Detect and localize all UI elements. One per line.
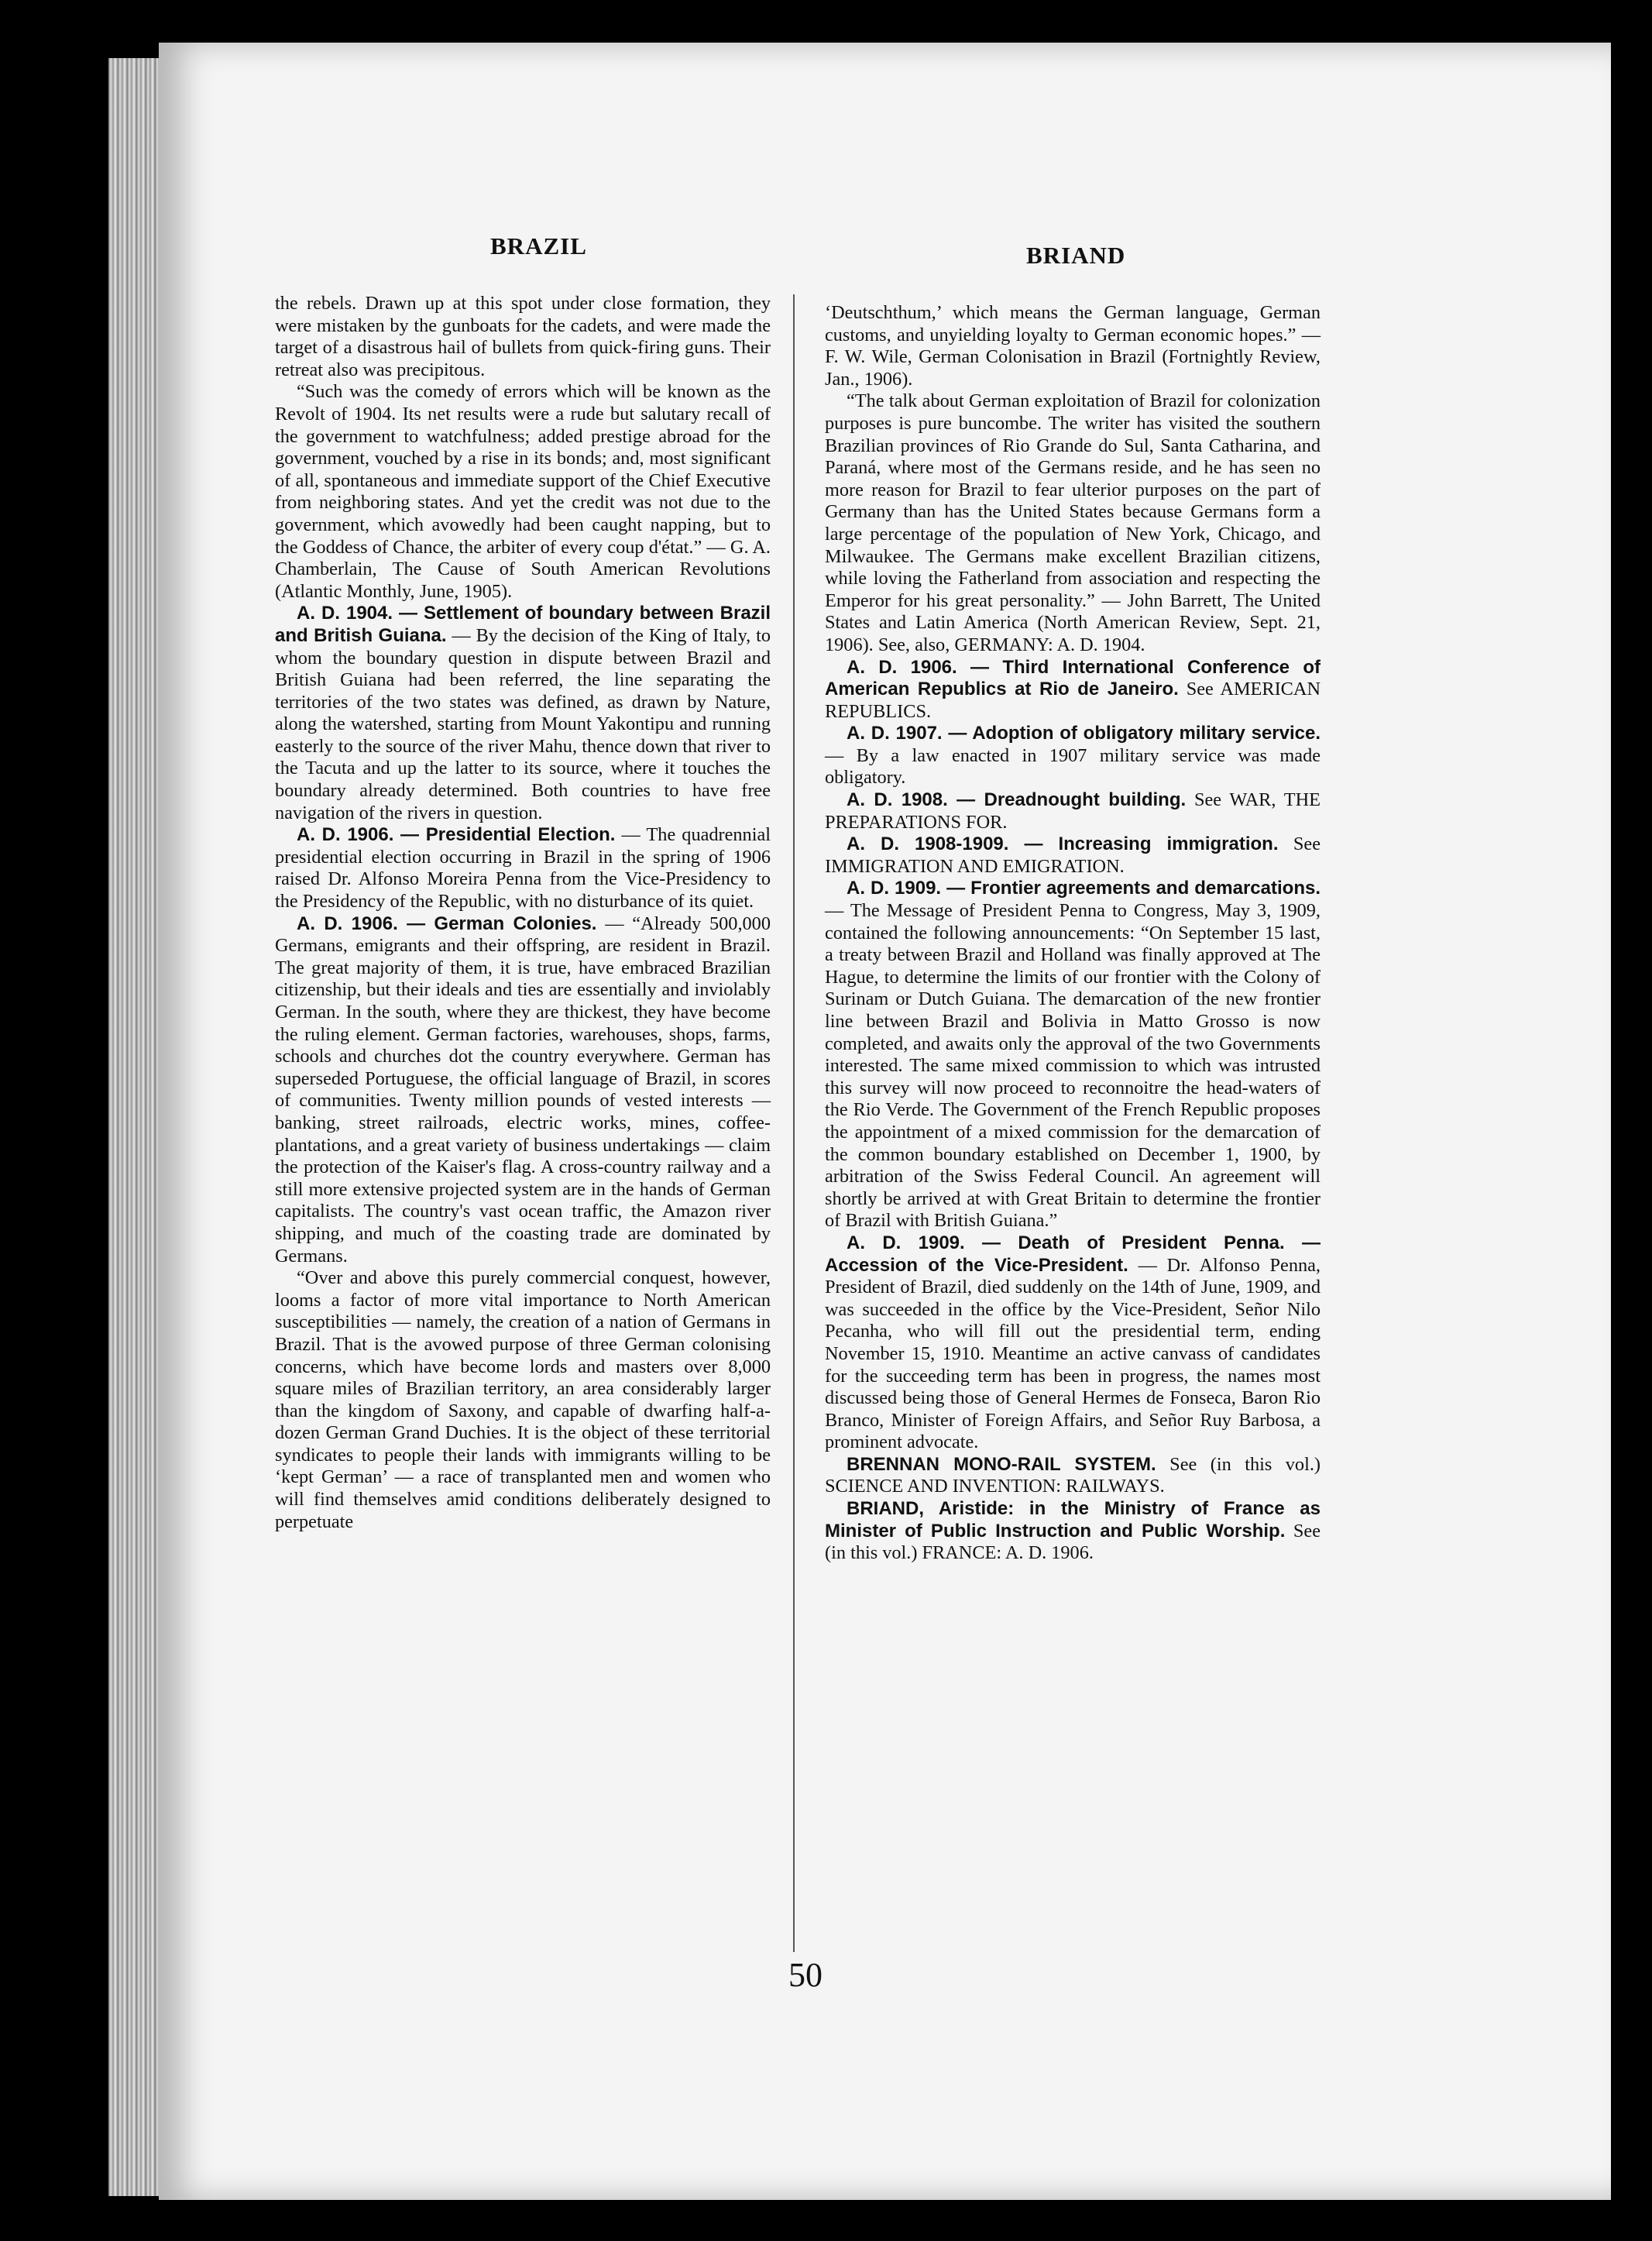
paragraph bbox=[825, 302, 1321, 390]
paragraph-text: “Such was the comedy of errors which will be known as the Revolt of 1904. Its net results were a rude but salutary recall of the government to watchfulness; added prestige abroad for the government, vouched by a rise in its bonds; and, most significant of all, spontaneous and immediate support of the Chief Executive from neighboring states. And yet the credit was not due to the government, which avowedly had been caught napping, but to the Goddess of Chance, the arbiter of every coup d'état.” — G. A. Chamberlain, The Cause of South American Revolutions (Atlantic Monthly, June, 1905). bbox=[275, 381, 771, 602]
paragraph bbox=[825, 834, 1321, 878]
paragraph-text: See AMERICAN REPUBLICS. bbox=[825, 679, 1321, 722]
paragraph-text: — By the decision of the King of Italy, to whom the boundary question in dispute between Brazil and British Guiana had been referred, the line separating the territories of the two states was defined, as drawn by Nature, along the watershed, starting from Mount Yakontipu and running easterly to the source of the river Mahu, thence down that river to the Tacuta and up the latter to its source, where it touches the boundary already determined. Both countries to have free navigation of the rivers in question. bbox=[275, 624, 771, 823]
entry-heading: A. D. 1909. — Frontier agreements and demarcations. bbox=[847, 878, 1321, 899]
running-header-left: BRAZIL bbox=[490, 232, 587, 260]
paragraph-text: — Dr. Alfonso Penna, President of Brazil, died suddenly on the 14th of June, 1909, and was succeeded in the office by the Vice-President, Señor Nilo Pecanha, who will fill out the presidential term, ending November 15, 1910. Meantime an active canvass of candidates for the succeeding term has been in progress, the names most discussed being those of General Hermes de Fonseca, Baron Rio Branco, Minister of Foreign Affairs, and Señor Ruy Barbosa, a prominent advocate. bbox=[825, 1254, 1321, 1453]
entry-heading: A. D. 1908-1909. — Increasing immigration. bbox=[847, 834, 1279, 855]
paragraph bbox=[825, 1454, 1321, 1498]
paragraph-text: — By a law enacted in 1907 military service was made obligatory. bbox=[825, 744, 1321, 789]
paragraph-text: — “Already 500,000 Germans, emigrants and their offspring, are resident in Brazil. The great majority of them, it is true, have embraced Brazilian citizenship, but their ideals and ties are essentially and inviolably German. In the south, where they are thickest, they have become the ruling element. German factories, warehouses, shops, farms, schools and churches dot the country everywhere. German has superseded Portuguese, the official language of Brazil, in scores of communities. Twenty million pounds of vested interests — banking, street railroads, electric works, mines, coffee-plantations, and a great variety of business undertakings — claim the protection of the Kaiser's flag. A cross-country railway and a still more extensive projected system are in the hands of German capitalists. The country's vast ocean traffic, the Amazon river shipping, and much of the coasting trade are dominated by Germans. bbox=[275, 913, 771, 1267]
entry-heading: A. D. 1907. — Adoption of obligatory military service. bbox=[847, 723, 1321, 744]
paragraph bbox=[275, 603, 771, 824]
paragraph-text: ‘Deutschthum,’ which means the German language, German customs, and unyielding loyalty to German economic hopes.” — F. W. Wile, German Colonisation in Brazil (Fortnightly Review, Jan., 1906). bbox=[825, 302, 1321, 390]
paragraph-text: “Over and above this purely commercial conquest, however, looms a factor of more vital importance to North American susceptibilities — namely, the creation of a nation of Germans in Brazil. That is the avowed purpose of three German colonising concerns, which have become lords and masters over 8,000 square miles of Brazilian territory, an area considerably larger than the kingdom of Saxony, and capable of dwarfing half-a-dozen German Grand Duchies. It is the object of these territorial syndicates to people their lands with immigrants willing to be ‘kept German’ — a race of transplanted men and women who will find themselves amid conditions deliberately designed to perpetuate bbox=[275, 1267, 771, 1532]
paragraph bbox=[825, 723, 1321, 789]
paragraph bbox=[275, 824, 771, 913]
entry-heading: A. D. 1909. — Death of President Penna. — Accession of the Vice-President. bbox=[825, 1232, 1321, 1276]
paragraph bbox=[275, 293, 771, 381]
running-header-right: BRIAND bbox=[1026, 242, 1126, 269]
paragraph bbox=[825, 878, 1321, 1232]
entry-heading: A. D. 1906. — Third International Conference of American Republics at Rio de Janeiro. bbox=[825, 656, 1321, 700]
paragraph-text: See (in this vol.) FRANCE: A. D. 1906. bbox=[825, 1520, 1321, 1564]
page-number: 50 bbox=[788, 1956, 823, 1994]
entry-heading: BRENNAN MONO-RAIL SYSTEM. bbox=[847, 1453, 1156, 1475]
paragraph-text: See (in this vol.) SCIENCE AND INVENTION: RAILWAYS. bbox=[825, 1453, 1321, 1497]
left-column bbox=[275, 293, 771, 1533]
paragraph bbox=[825, 1498, 1321, 1565]
right-column bbox=[825, 302, 1321, 1565]
paragraph bbox=[275, 381, 771, 603]
paragraph-text: See WAR, THE PREPARATIONS FOR. bbox=[825, 789, 1321, 833]
entry-heading: A. D. 1906. — German Colonies. bbox=[297, 913, 597, 934]
entry-heading: A. D. 1904. — Settlement of boundary between Brazil and British Guiana. bbox=[275, 603, 771, 646]
paragraph-text: the rebels. Drawn up at this spot under close formation, they were mistaken by the gunboats for the cadets, and were made the target of a disastrous hail of bullets from quick-firing guns. Their retreat also was precipitous. bbox=[275, 293, 771, 380]
entry-heading: BRIAND, Aristide: in the Ministry of France as Minister of Public Instruction and Public Worship. bbox=[825, 1498, 1321, 1542]
paragraph bbox=[275, 913, 771, 1268]
column-divider bbox=[793, 294, 795, 1952]
paragraph bbox=[825, 657, 1321, 724]
paragraph-text: — The Message of President Penna to Congress, May 3, 1909, contained the following announcements: “On September 15 last, a treaty between Brazil and Holland was finally approved at The Hague, to determine the limits of our frontier with the Colony of Surinam or Dutch Guiana. The demarcation of the new frontier line between Brazil and Bolivia in Matto Grosso is now completed, and awaits only the approval of the two Governments interested. The same mixed commission to which was intrusted this survey will now proceed to reconnoitre the head-waters of the Rio Verde. The Government of the French Republic proposes the appointment of a mixed commission for the demarcation of the common boundary established on December 1, 1900, by arbitration of the Swiss Federal Council. An agreement will shortly be arrived at with Great Britain to determine the frontier of Brazil with British Guiana.” bbox=[825, 900, 1321, 1232]
paragraph bbox=[825, 789, 1321, 834]
paragraph-text: — The quadrennial presidential election occurring in Brazil in the spring of 1906 raised Dr. Alfonso Moreira Penna from the Vice-Presidency to the Presidency of the Republic, with no disturbance of its quiet. bbox=[275, 824, 771, 913]
paragraph bbox=[825, 390, 1321, 656]
paragraph-text: “The talk about German exploitation of Brazil for colonization purposes is pure buncombe. The writer has visited the southern Brazilian provinces of Rio Grande do Sul, Santa Catharina, and Paraná, where most of the Germans reside, and he has seen no more reason for Brazil to fear ulterior purposes on the part of Germany than has the United States because Germans form a large percentage of the population of New York, Chicago, and Milwaukee. The Germans make excellent Brazilian citizens, while loving the Fatherland from association and respecting the Emperor for his great personality.” — John Barrett, The United States and Latin America (North American Review, Sept. 21, 1906). See, also, GERMANY: A. D. 1904. bbox=[825, 390, 1321, 655]
entry-heading: A. D. 1906. — Presidential Election. bbox=[297, 824, 616, 846]
paragraph-text: See IMMIGRATION AND EMIGRATION. bbox=[825, 834, 1321, 877]
paragraph bbox=[275, 1267, 771, 1533]
entry-heading: A. D. 1908. — Dreadnought building. bbox=[847, 789, 1187, 811]
paragraph bbox=[825, 1232, 1321, 1454]
